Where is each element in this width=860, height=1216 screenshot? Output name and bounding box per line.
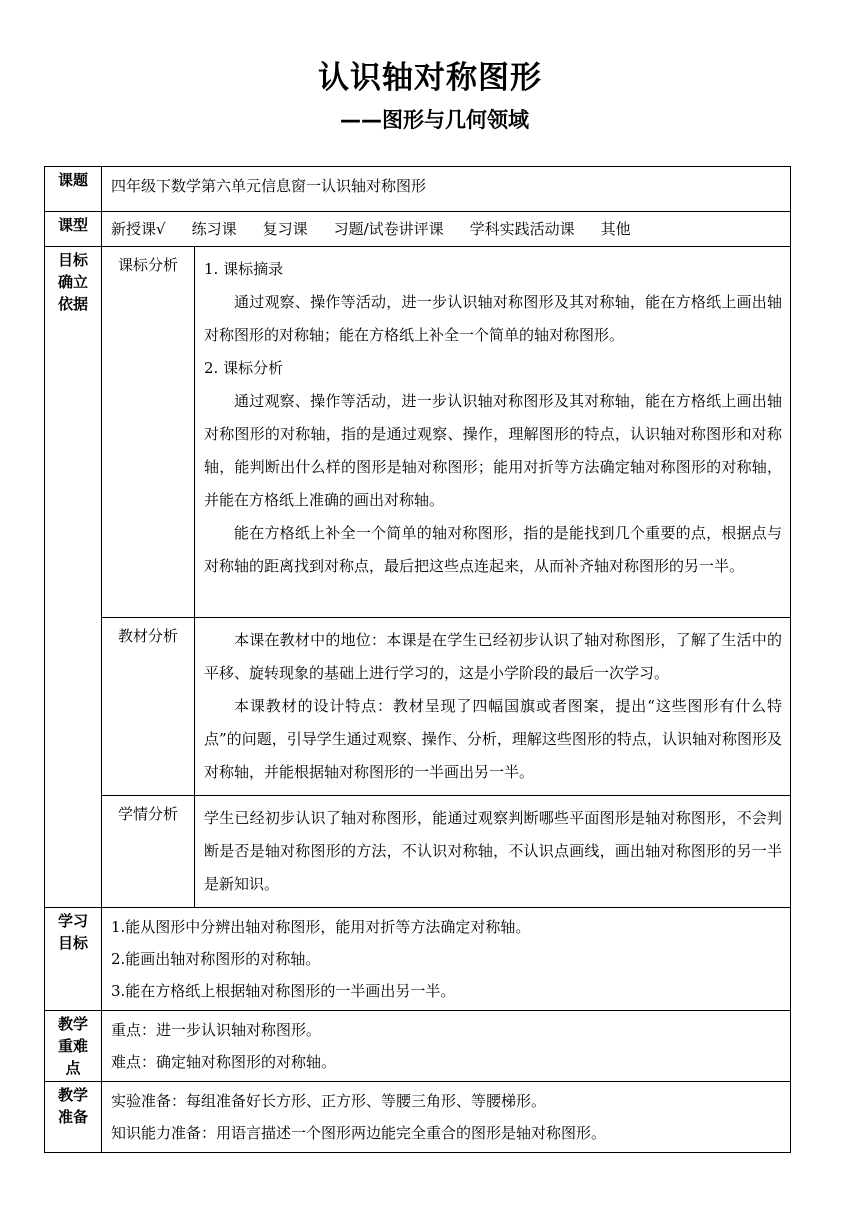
topic-value: 四年级下数学第六单元信息窗一认识轴对称图形 — [102, 167, 791, 212]
basis-label-line: 确立 — [57, 273, 88, 291]
lesson-type-label: 课型 — [45, 212, 102, 247]
textbook-analysis-label: 教材分析 — [102, 618, 195, 796]
textbook-analysis-content — [195, 618, 791, 796]
student-analysis-label: 学情分析 — [102, 796, 195, 908]
curriculum-paragraph: 通过观察、操作等活动，进一步认识轴对称图形及其对称轴，能在方格纸上画出轴对称图形的对称轴；能在方格纸上补全一个简单的轴对称图形。 — [204, 293, 783, 344]
curriculum-heading-2: 2. 课标分析 — [204, 359, 284, 377]
document-subtitle: ——图形与几何领域 — [340, 108, 529, 132]
goals-row — [45, 908, 791, 1011]
goal-item: 2.能画出轴对称图形的对称轴。 — [111, 950, 321, 968]
lesson-type-row — [45, 212, 791, 247]
key-points-row — [45, 1011, 791, 1082]
curriculum-paragraph: 能在方格纸上补全一个简单的轴对称图形，指的是能找到几个重要的点，根据点与对称轴的距离找到对称点，最后把这些点连起来，从而补齐轴对称图形的另一半。 — [204, 524, 783, 575]
key-points-content — [102, 1011, 791, 1082]
student-analysis-content — [195, 796, 791, 908]
preparation-label — [45, 1082, 102, 1153]
lesson-type-option: 其他 — [600, 220, 631, 238]
goal-item: 3.能在方格纸上根据轴对称图形的一半画出另一半。 — [111, 982, 456, 1000]
knowledge-preparation: 知识能力准备：用语言描述一个图形两边能完全重合的图形是轴对称图形。 — [111, 1124, 607, 1142]
document-title: 认识轴对称图形 — [318, 60, 542, 96]
preparation-label-line: 准备 — [57, 1108, 88, 1126]
lesson-type-options — [102, 212, 791, 247]
basis-label-line: 目标 — [57, 251, 88, 269]
curriculum-row — [45, 247, 791, 618]
curriculum-analysis-content — [195, 247, 791, 618]
student-paragraph: 学生已经初步认识了轴对称图形，能通过观察判断哪些平面图形是轴对称图形，不会判断是否是轴对称图形的方法，不认识对称轴，不认识点画线，画出轴对称图形的另一半是新知识。 — [204, 809, 783, 893]
curriculum-analysis-label: 课标分析 — [102, 247, 195, 618]
key-points-label — [45, 1011, 102, 1082]
curriculum-heading-1: 1. 课标摘录 — [204, 260, 284, 278]
lesson-plan-table — [44, 166, 791, 1153]
textbook-paragraph: 本课教材的设计特点：教材呈现了四幅国旗或者图案，提出“这些图形有什么特点”的问题，引导学生通过观察、操作、分析，理解这些图形的特点，认识轴对称图形及对称轴，并能根据轴对称图形的一半画出另一半。 — [204, 697, 783, 781]
lesson-type-option: 习题/试卷讲评课 — [333, 220, 444, 238]
goals-content — [102, 908, 791, 1011]
key-points-label-line: 重难 — [57, 1037, 88, 1055]
goals-label-line: 目标 — [57, 934, 88, 952]
preparation-row — [45, 1082, 791, 1153]
preparation-content — [102, 1082, 791, 1153]
key-points-label-line: 教学 — [57, 1015, 88, 1033]
basis-label-line: 依据 — [57, 295, 88, 313]
topic-row — [45, 167, 791, 212]
key-points-label-line: 点 — [65, 1059, 81, 1077]
goal-item: 1.能从图形中分辨出轴对称图形，能用对折等方法确定对称轴。 — [111, 918, 531, 936]
topic-label: 课题 — [45, 167, 102, 212]
experiment-preparation: 实验准备：每组准备好长方形、正方形、等腰三角形、等腰梯形。 — [111, 1092, 547, 1110]
goals-label — [45, 908, 102, 1011]
textbook-paragraph: 本课在教材中的地位：本课是在学生已经初步认识了轴对称图形，了解了生活中的平移、旋转现象的基础上进行学习的，这是小学阶段的最后一次学习。 — [204, 631, 783, 682]
students-row — [45, 796, 791, 908]
curriculum-paragraph: 通过观察、操作等活动，进一步认识轴对称图形及其对称轴，能在方格纸上画出轴对称图形的对称轴，指的是通过观察、操作，理解图形的特点，认识轴对称图形和对称轴，能判断出什么样的图形是轴对称图形；能用对折等方法确定轴对称图形的对称轴，并能在方格纸上准确的画出对称轴。 — [204, 392, 783, 509]
lesson-type-option: 学科实践活动课 — [469, 220, 575, 238]
lesson-type-option: 新授课√ — [111, 220, 166, 238]
goals-label-line: 学习 — [57, 912, 88, 930]
basis-label — [45, 247, 102, 908]
lesson-type-option: 练习课 — [191, 220, 237, 238]
key-point: 重点：进一步认识轴对称图形。 — [111, 1021, 322, 1039]
lesson-type-option: 复习课 — [262, 220, 308, 238]
difficulty-point: 难点：确定轴对称图形的对称轴。 — [111, 1053, 337, 1071]
textbook-row — [45, 618, 791, 796]
preparation-label-line: 教学 — [57, 1086, 88, 1104]
